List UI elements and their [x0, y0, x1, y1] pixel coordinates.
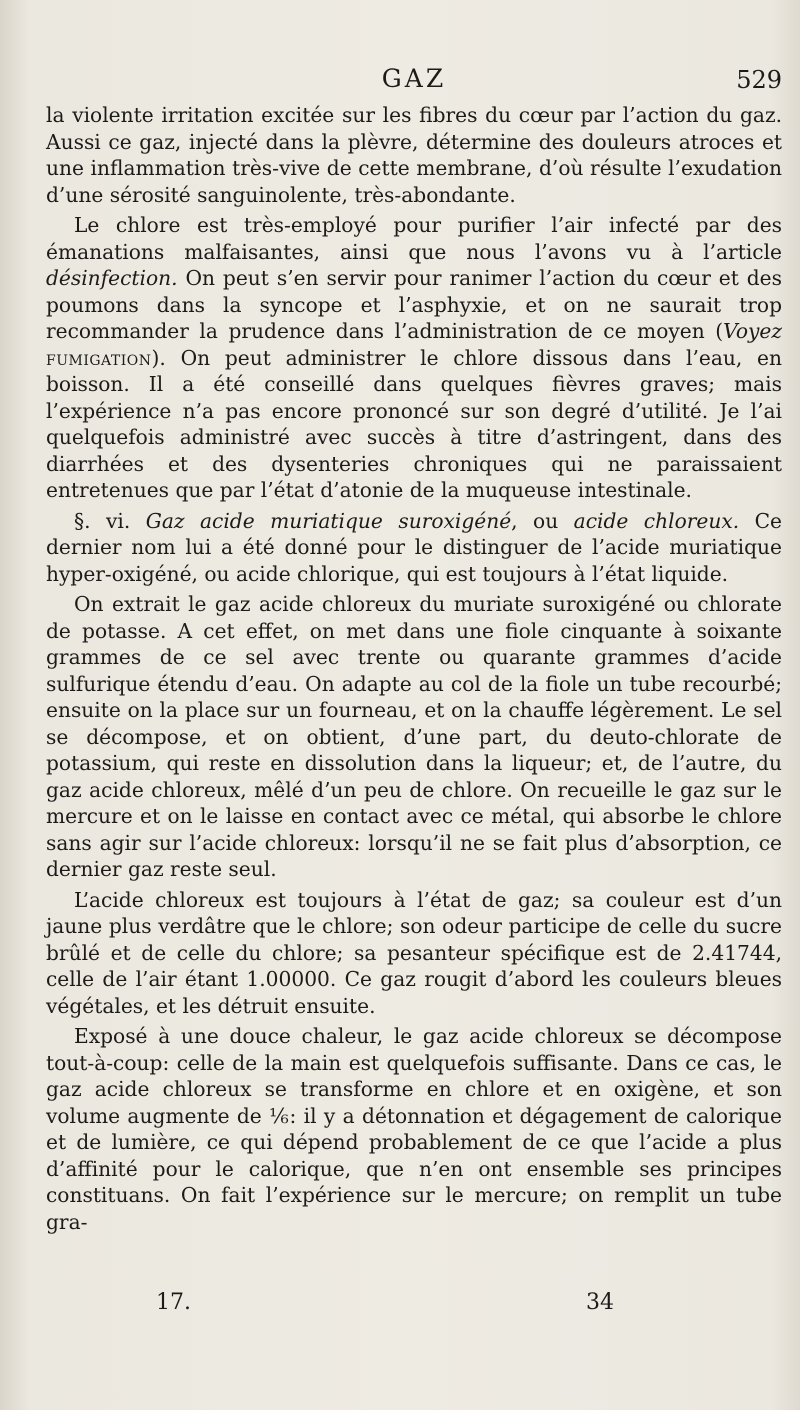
text-run: la violente irritation excitée sur les fibres du cœur par l’action du gaz. Aussi ce gaz, injecté dans la plèvre, détermine des douleurs atroces et une inflammation très-vive de cette membrane, d’où résulte l’exudation d’une sérosité sanguinolente, très-abondante. [46, 103, 782, 207]
paragraph [46, 1023, 782, 1235]
paragraph [46, 212, 782, 504]
text-run: On extrait le gaz acide chloreux du muriate suroxigéné ou chlorate de potasse. A cet effet, on met dans une fiole cinquante à soixante grammes de ce sel avec trente ou quarante grammes d’acide sulfurique étendu d’eau. On adapte au col de la fiole un tube recourbé; ensuite on la place sur un fourneau, et on la chauffe légèrement. Le sel se décompose, et on obtient, d’une part, du deuto-chlorate de potassium, qui reste en dissolution dans la liqueur; et, de l’autre, du gaz acide chloreux, mêlé d’un peu de chlore. On recueille le gaz sur le mercure et on le laisse en contact avec ce métal, qui absorbe le chlore sans agir sur l’acide chloreux: lorsqu’il ne se fait plus d’absorption, ce dernier gaz reste seul. [46, 592, 782, 881]
running-header [46, 64, 782, 98]
text-run: acide chloreux. [573, 508, 740, 533]
text-run: fumigation [46, 345, 152, 370]
text-run: désinfection. [46, 266, 178, 290]
text-run: L’acide chloreux est toujours à l’état de gaz; sa couleur est d’un jaune plus verdâtre que le chlore; son odeur participe de celle du sucre brûlé et de celle du chlore; sa pesanteur spécifique est de 2.41744, celle de l’air étant 1.00000. Ce gaz rougit d’abord les couleurs bleues végétales, et les détruit ensuite. [46, 887, 782, 1018]
page-footer [46, 1290, 782, 1320]
body-text [46, 102, 782, 1239]
text-run: Voyez [723, 319, 782, 343]
text-run: On peut s’en servir pour ranimer l’action du cœur et des poumons dans la syncope et l’asphyxie, et on ne saurait trop recommander la prudence dans l’administration de ce moyen ( [46, 266, 782, 343]
paragraph [46, 887, 782, 1020]
text-run: Ce dernier nom lui a été donné pour le distinguer de l’acide muriatique hyper-oxigéné, ou acide chlorique, qui est toujours à l’état liquide. [46, 508, 783, 586]
text-run: Exposé à une douce chaleur, le gaz acide chloreux se décompose tout-à-coup: celle de la main est quelquefois suffisante. Dans ce cas, le gaz acide chloreux se transforme en chlore et en oxigène, et son volume augmente de ⅙: il y a détonnation et dégagement de calorique et de lumière, ce qui dépend probablement de ce que l’acide a plus d’affinité pour le calorique, que n’en ont ensemble ses principes constituans. On fait l’expérience sur le mercure; on remplit un tube gra- [46, 1024, 782, 1234]
text-run: , ou [511, 508, 574, 533]
paragraph [46, 591, 782, 883]
text-run: ). On peut administrer le chlore dissous dans l’eau, en boisson. Il a été conseillé dans quelques fièvres graves; mais l’expérience n’a pas encore prononcé sur son degré d’utilité. Je l’ai quelquefois administré avec succès à titre d’astringent, dans des diarrhées et des dysenteries chroniques qui ne paraissaient entretenues que par l’état d’atonie de la muqueuse intestinale. [46, 345, 782, 502]
text-run: §. vi. [74, 508, 146, 533]
sheet-number: 34 [586, 1290, 614, 1315]
paragraph [46, 102, 782, 208]
text-run: Le chlore est très-employé pour purifier l’air infecté par des émanations malfaisantes, ainsi que nous l’avons vu à l’article [46, 213, 782, 264]
signature-mark: 17. [156, 1290, 191, 1315]
paragraph [46, 508, 782, 588]
running-title: GAZ [381, 64, 447, 93]
page-number: 529 [736, 66, 782, 94]
text-run: Gaz acide muriatique suroxigéné [145, 508, 512, 533]
